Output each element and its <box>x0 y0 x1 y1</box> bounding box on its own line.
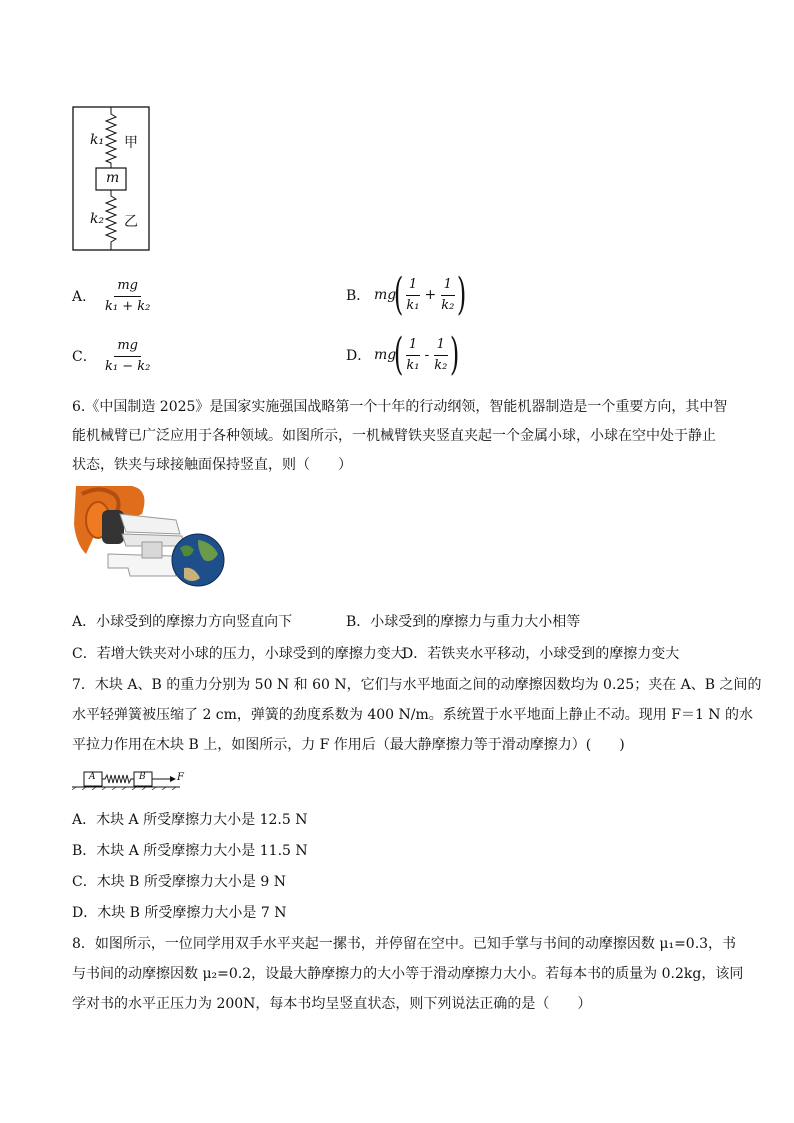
q8-stem-line1: 8．如图所示，一位同学用双手水平夹起一摞书，并停留在空中。已知手掌与书间的动摩擦因数 μ₁=0.3，书 <box>72 936 737 952</box>
q5-option-a: A． $\frac{mg}{\text{k₁ + k₂}}$ <box>72 274 155 318</box>
q7-option-b: B．木块 A 所受摩擦力大小是 11.5 N <box>72 843 308 859</box>
q7-stem-line1: 7．木块 A、B 的重力分别为 50 N 和 60 N，它们与水平地面之间的动摩擦因数均为 0.25；夹在 A、B 之间的 <box>72 677 762 693</box>
q8-stem-line3: 学对书的水平正压力为 200N，每本书均呈竖直状态，则下列说法正确的是（ ） <box>72 996 592 1012</box>
q7-option-c: C．木块 B 所受摩擦力大小是 9 N <box>72 874 286 890</box>
label-m: m <box>106 170 120 186</box>
q6-stem-line2: 能机械臂已广泛应用于各种领域。如图所示，一机械臂铁夹竖直夹起一个金属小球，小球在空中处于静止 <box>72 428 716 444</box>
block-a-label: A <box>89 772 96 782</box>
q6-stem-line1: 6.《中国制造 2025》是国家实施强国战略第一个十年的行动纲领，智能机器制造是一个重要方向，其中智 <box>72 399 728 415</box>
q7-option-d: D．木块 B 所受摩擦力大小是 7 N <box>72 905 287 921</box>
robot-arm-figure <box>72 484 226 602</box>
label-k1: k₁ <box>90 132 105 148</box>
q5-option-d: D． mg ( $\frac{1}{\text{k₁}}$ - $\frac{1}{\text{k₂}}$ ) <box>346 329 460 380</box>
spring-k1 <box>106 107 116 168</box>
q6-option-a: A．小球受到的摩擦力方向竖直向下 <box>72 614 293 630</box>
label-jia: 甲 <box>124 135 138 151</box>
q6-stem-line3: 状态，铁夹与球接触面保持竖直，则（ ） <box>72 457 352 473</box>
spring-k2 <box>106 190 116 250</box>
q6-option-b: B．小球受到的摩擦力与重力大小相等 <box>346 614 581 630</box>
q8-stem-line2: 与书间的动摩擦因数 μ₂=0.2，设最大静摩擦力的大小等于滑动摩擦力大小。若每本书的质量为 0.2kg，该同 <box>72 966 744 982</box>
fraction: $\frac{mg}{\text{k₁ + k₂}}$ <box>105 277 151 314</box>
q7-stem-line3: 平拉力作用在木块 B 上，如图所示，力 F 作用后（最大静摩擦力等于滑动摩擦力）( ) <box>72 737 625 753</box>
label-k2: k₂ <box>90 211 105 227</box>
q6-option-c: C．若增大铁夹对小球的压力，小球受到的摩擦力变大 <box>72 646 405 662</box>
label-yi: 乙 <box>124 214 138 230</box>
block-b-label: B <box>139 772 146 782</box>
force-f-label: F <box>177 772 184 783</box>
q5-option-c: C． $\frac{mg}{\text{k₁ − k₂}}$ <box>72 337 151 374</box>
q6-option-d: D．若铁夹水平移动，小球受到的摩擦力变大 <box>402 646 680 662</box>
q7-stem-line2: 水平轻弹簧被压缩了 2 cm，弹簧的劲度系数为 400 N/m。系统置于水平地面上静止不动。现用 F＝1 N 的水 <box>72 707 754 723</box>
q5-option-b: B． mg ( $\frac{1}{\text{k₁}}$ + $\frac{1}{\text{k₂}}$ ) <box>346 269 467 320</box>
q7-option-a: A．木块 A 所受摩擦力大小是 12.5 N <box>72 812 308 828</box>
